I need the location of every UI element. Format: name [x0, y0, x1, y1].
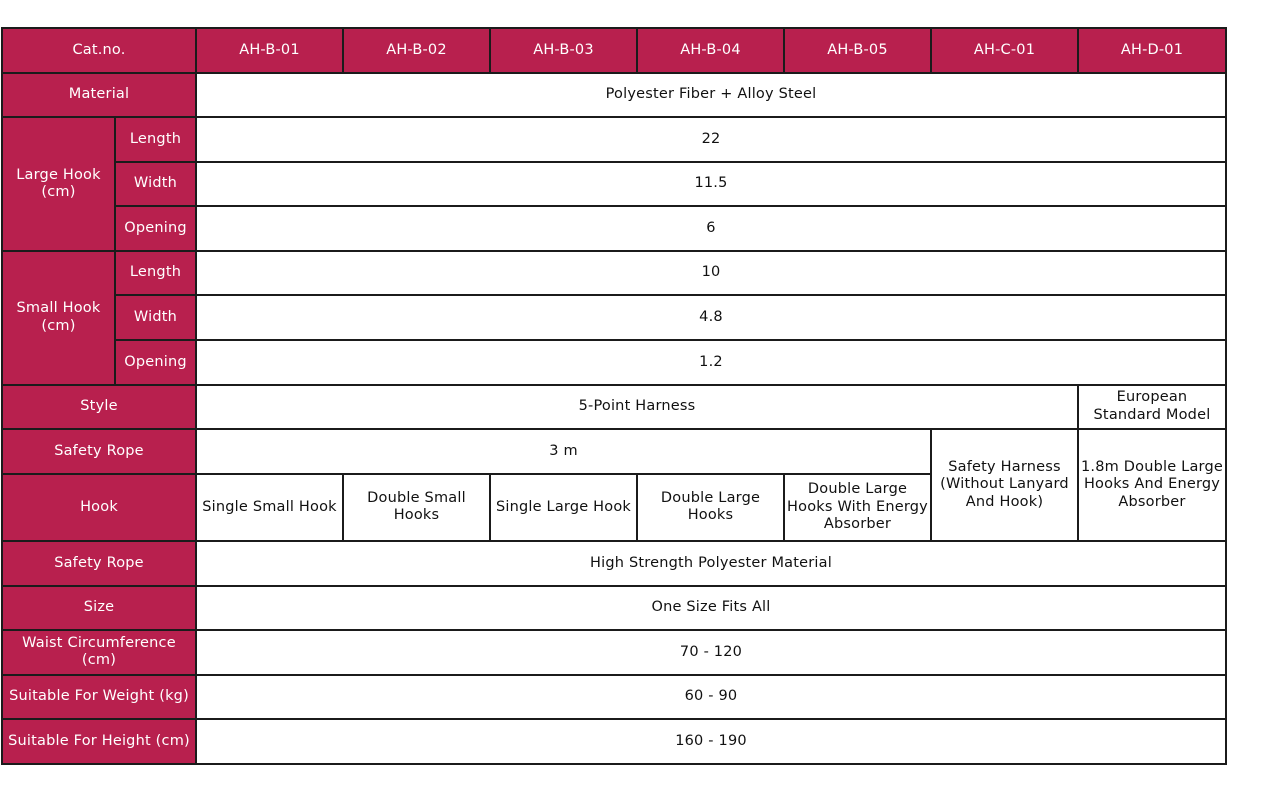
catalog-number: AH-B-05: [784, 28, 931, 73]
catalog-row: [2, 28, 1226, 73]
safety-rope-material-label: Safety Rope: [2, 541, 196, 586]
style-european-value: European Standard Model: [1078, 385, 1226, 430]
safety-rope-material-row: [2, 541, 1226, 586]
hook-label: Hook: [2, 474, 196, 541]
weight-value: 60 - 90: [196, 675, 1226, 720]
hook-value: Double Small Hooks: [343, 474, 490, 541]
small-hook-length-row: [2, 251, 1226, 296]
hook-value: Single Large Hook: [490, 474, 637, 541]
waist-value: 70 - 120: [196, 630, 1226, 675]
waist-row: [2, 630, 1226, 675]
material-label: Material: [2, 73, 196, 118]
safety-rope-length-value: 3 m: [196, 429, 931, 474]
hook-value: Double Large Hooks With Energy Absorber: [784, 474, 931, 541]
ah-c-01-note: Safety Harness (Without Lanyard And Hook): [931, 429, 1078, 541]
hook-value: Double Large Hooks: [637, 474, 784, 541]
large-hook-opening-label: Opening: [115, 206, 196, 251]
small-hook-label: Small Hook (cm): [2, 251, 115, 385]
large-hook-opening-value: 6: [196, 206, 1226, 251]
large-hook-width-label: Width: [115, 162, 196, 207]
large-hook-width-value: 11.5: [196, 162, 1226, 207]
size-row: [2, 586, 1226, 631]
small-hook-opening-row: [2, 340, 1226, 385]
large-hook-width-row: [2, 162, 1226, 207]
small-hook-length-label: Length: [115, 251, 196, 296]
spec-table: [1, 27, 1227, 765]
height-value: 160 - 190: [196, 719, 1226, 764]
style-label: Style: [2, 385, 196, 430]
small-hook-length-value: 10: [196, 251, 1226, 296]
material-value: Polyester Fiber + Alloy Steel: [196, 73, 1226, 118]
small-hook-width-row: [2, 295, 1226, 340]
large-hook-length-label: Length: [115, 117, 196, 162]
safety-rope-length-label: Safety Rope: [2, 429, 196, 474]
small-hook-opening-label: Opening: [115, 340, 196, 385]
safety-rope-material-value: High Strength Polyester Material: [196, 541, 1226, 586]
small-hook-width-label: Width: [115, 295, 196, 340]
safety-rope-length-row: [2, 429, 1226, 474]
material-row: [2, 73, 1226, 118]
weight-row: [2, 675, 1226, 720]
large-hook-length-row: [2, 117, 1226, 162]
height-row: [2, 719, 1226, 764]
catalog-number: AH-D-01: [1078, 28, 1226, 73]
size-value: One Size Fits All: [196, 586, 1226, 631]
ah-d-01-note: 1.8m Double Large Hooks And Energy Absorber: [1078, 429, 1226, 541]
small-hook-opening-value: 1.2: [196, 340, 1226, 385]
hook-value: Single Small Hook: [196, 474, 343, 541]
catalog-number: AH-B-04: [637, 28, 784, 73]
small-hook-width-value: 4.8: [196, 295, 1226, 340]
style-row: [2, 385, 1226, 430]
large-hook-opening-row: [2, 206, 1226, 251]
catalog-number: AH-B-03: [490, 28, 637, 73]
large-hook-label: Large Hook (cm): [2, 117, 115, 251]
large-hook-length-value: 22: [196, 117, 1226, 162]
size-label: Size: [2, 586, 196, 631]
catalog-label: Cat.no.: [2, 28, 196, 73]
height-label: Suitable For Height (cm): [2, 719, 196, 764]
waist-label: Waist Circumference (cm): [2, 630, 196, 675]
style-value: 5-Point Harness: [196, 385, 1078, 430]
catalog-number: AH-B-01: [196, 28, 343, 73]
catalog-number: AH-C-01: [931, 28, 1078, 73]
weight-label: Suitable For Weight (kg): [2, 675, 196, 720]
catalog-number: AH-B-02: [343, 28, 490, 73]
